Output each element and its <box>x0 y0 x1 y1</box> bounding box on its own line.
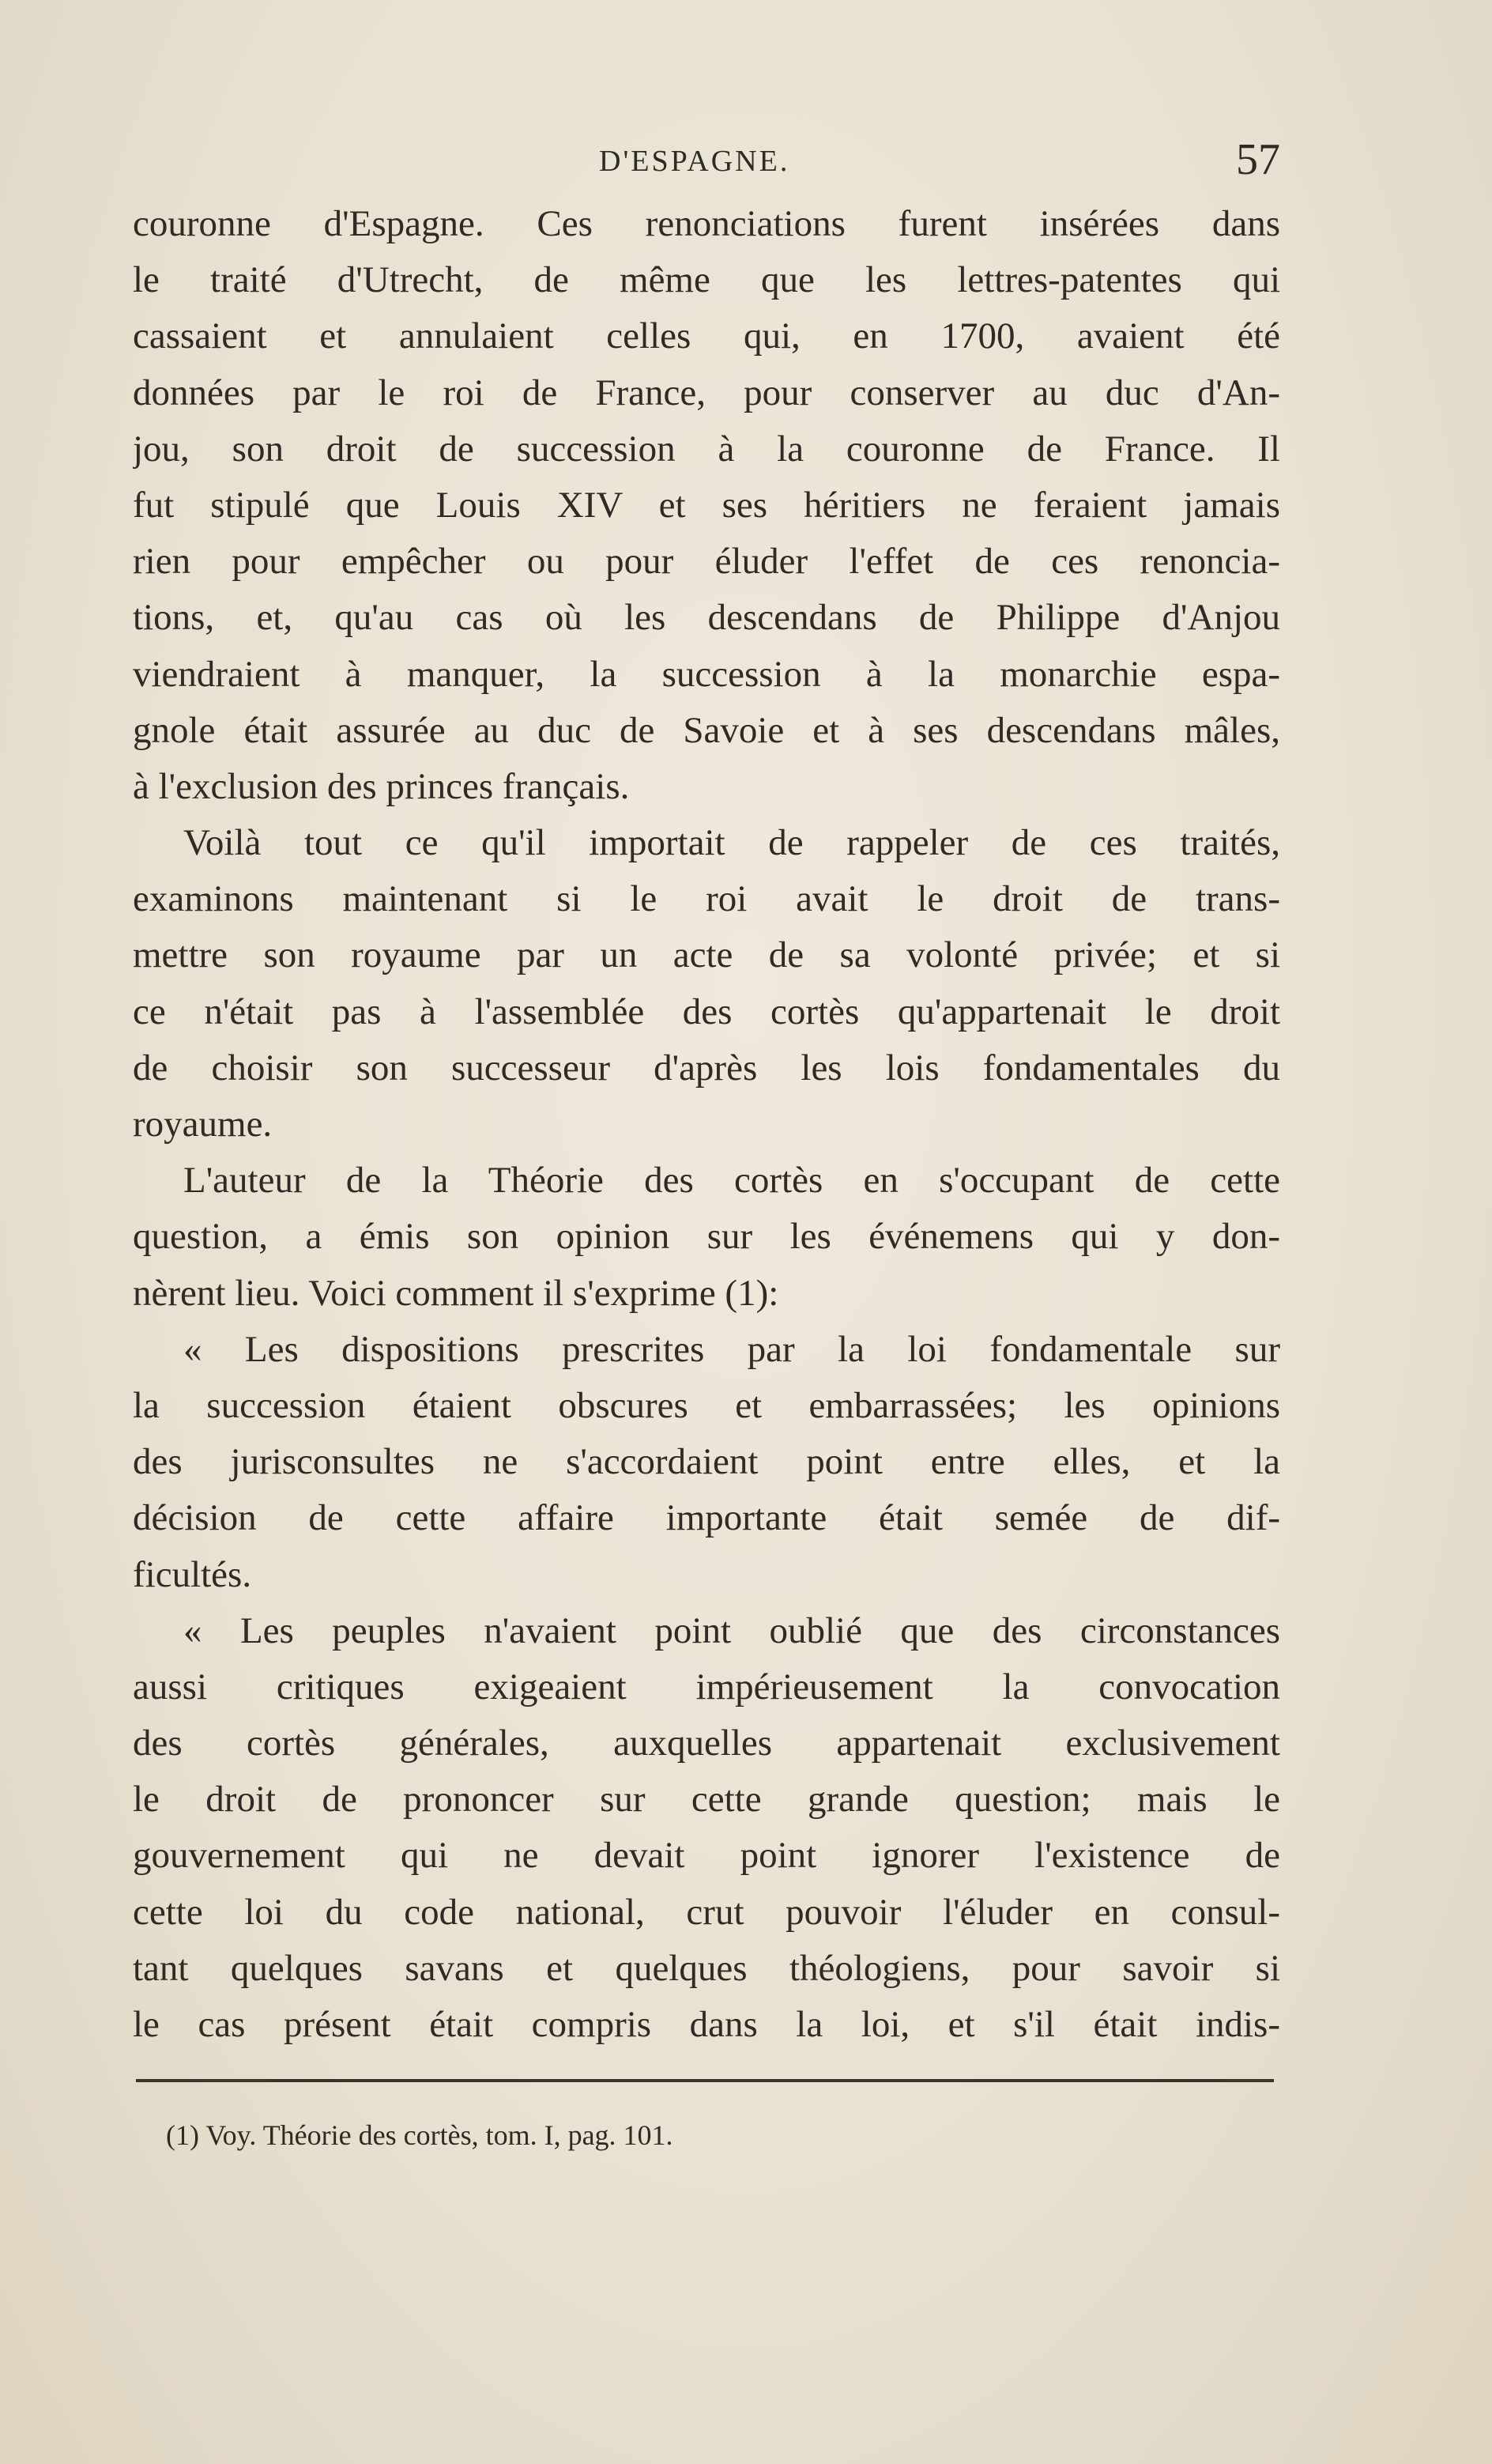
paragraph <box>133 815 1280 1153</box>
text-line: « Les peuples n'avaient point oublié que des circonstances <box>183 1609 1280 1651</box>
text-line: à l'exclusion des princes français. <box>133 765 630 807</box>
text-line: de choisir son successeur d'après les lois fondamentales du <box>133 1047 1280 1089</box>
text-line: gouvernement qui ne devait point ignorer l'existence de <box>133 1835 1280 1877</box>
text-line: gnole était assurée au duc de Savoie et à ses descendans mâles, <box>133 709 1280 751</box>
text-line: le traité d'Utrecht, de même que les lettres-patentes qui <box>133 259 1280 301</box>
text-line: la succession étaient obscures et embarrassées; les opinions <box>133 1384 1280 1426</box>
body-text <box>133 196 1280 2053</box>
paragraph <box>133 196 1280 815</box>
text-line: rien pour empêcher ou pour éluder l'effet de ces renoncia- <box>133 541 1280 583</box>
text-line: décision de cette affaire importante était semée de dif- <box>133 1497 1280 1539</box>
text-line: question, a émis son opinion sur les événemens qui y don- <box>133 1216 1280 1258</box>
footnote-divider <box>136 2079 1274 2082</box>
page-number: 57 <box>1236 135 1280 184</box>
text-line: couronne d'Espagne. Ces renonciations furent insérées dans <box>133 203 1280 244</box>
text-line: ce n'était pas à l'assemblée des cortès qu'appartenait le droit <box>133 991 1280 1032</box>
text-line: L'auteur de la Théorie des cortès en s'occupant de cette <box>183 1160 1280 1202</box>
text-line: des jurisconsultes ne s'accordaient point entre elles, et la <box>133 1441 1280 1483</box>
text-line: tant quelques savans et quelques théologiens, pour savoir si <box>133 1947 1280 1989</box>
paragraph <box>133 1153 1280 1322</box>
text-line: le droit de prononcer sur cette grande question; mais le <box>133 1779 1280 1821</box>
text-line: nèrent lieu. Voici comment il s'exprime (1): <box>133 1272 779 1314</box>
text-line: cette loi du code national, crut pouvoir l'éluder en consul- <box>133 1891 1280 1933</box>
text-line: mettre son royaume par un acte de sa volonté privée; et si <box>133 934 1280 976</box>
page-header <box>133 134 1280 182</box>
text-line: viendraient à manquer, la succession à la monarchie espa- <box>133 653 1280 695</box>
text-line: « Les dispositions prescrites par la loi fondamentale sur <box>183 1328 1280 1370</box>
text-line: ficultés. <box>133 1553 252 1595</box>
text-line: des cortès générales, auxquelles appartenait exclusivement <box>133 1723 1280 1764</box>
text-line: cassaient et annulaient celles qui, en 1700, avaient été <box>133 315 1280 357</box>
text-line: jou, son droit de succession à la couronne de France. Il <box>133 428 1280 470</box>
paragraph <box>133 1603 1280 2054</box>
text-line: données par le roi de France, pour conserver au duc d'An- <box>133 372 1280 413</box>
footnote: (1) Voy. Théorie des cortès, tom. I, pag. 101. <box>166 2119 673 2151</box>
text-line: royaume. <box>133 1104 273 1145</box>
text-line: Voilà tout ce qu'il importait de rappeler de ces traités, <box>183 822 1280 864</box>
text-line: aussi critiques exigeaient impérieusement la convocation <box>133 1666 1280 1707</box>
text-line: fut stipulé que Louis XIV et ses héritiers ne feraient jamais <box>133 484 1280 526</box>
text-line: le cas présent était compris dans la loi, et s'il était indis- <box>133 2004 1280 2045</box>
running-title: D'ESPAGNE. <box>599 145 790 178</box>
text-line: tions, et, qu'au cas où les descendans de Philippe d'Anjou <box>133 597 1280 639</box>
paragraph <box>133 1322 1280 1603</box>
text-line: examinons maintenant si le roi avait le droit de trans- <box>133 878 1280 920</box>
